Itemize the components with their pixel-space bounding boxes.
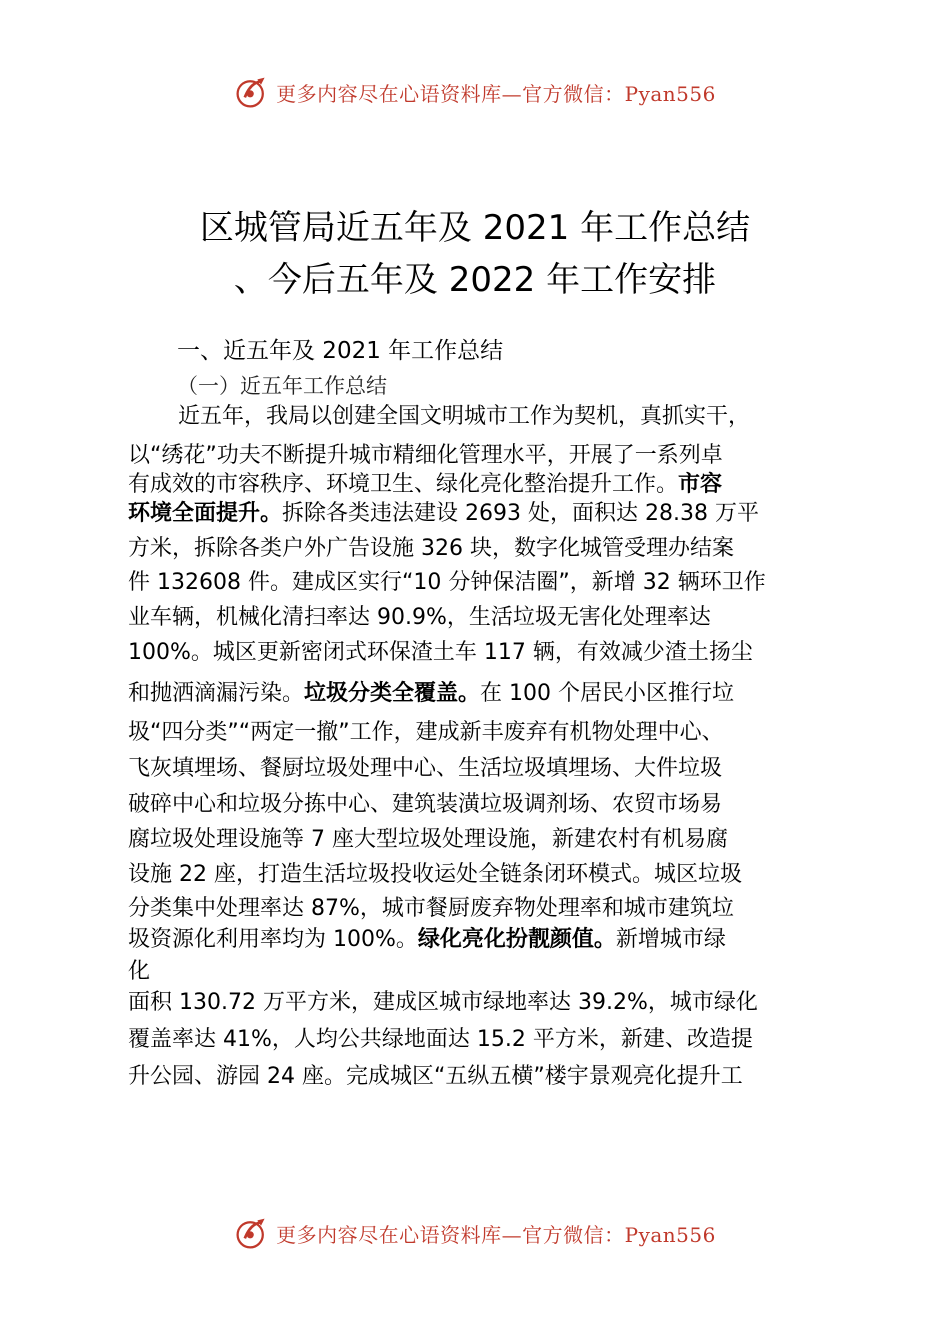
text-run: 有成效的市容秩序、环境卫生、绿化亮化整治提升工作。 — [128, 472, 679, 497]
bold-run: 绿化亮化扮靓颜值。 — [417, 927, 616, 952]
logo-icon — [234, 74, 270, 110]
text-line: 近五年，我局以创建全国文明城市工作为契机，真抓实干， — [178, 404, 751, 429]
footer-watermark — [0, 1211, 950, 1255]
header-watermark — [0, 70, 950, 114]
title-line-1: 区城管局近五年及 2021 年工作总结 — [199, 208, 751, 248]
text-line — [128, 925, 726, 955]
text-line: 业车辆，机械化清扫率达 90.9%，生活垃圾无害化处理率达 — [128, 605, 711, 630]
watermark-text: 更多内容尽在心语资料库—官方微信：Pyan556 — [276, 1222, 716, 1247]
text-line: 破碎中心和垃圾分拣中心、建筑装潢垃圾调剂场、农贸市场易 — [128, 792, 723, 817]
text-line: 圾“四分类”“两定一撤”工作，建成新丰废弃有机物处理中心、 — [128, 720, 724, 745]
text-line: 以“绣花”功夫不断提升城市精细化管理水平，开展了一系列卓 — [128, 443, 723, 468]
text-line: 腐垃圾处理设施等 7 座大型垃圾处理设施，新建农村有机易腐 — [128, 827, 728, 852]
text-line — [128, 470, 722, 500]
text-run: 拆除各类违法建设 2693 处，面积达 28.38 万平 — [282, 501, 759, 526]
text-run: 新增城市绿 — [615, 927, 726, 952]
text-line: 升公园、游园 24 座。完成城区“五纵五横”楼宇景观亮化提升工 — [128, 1064, 743, 1089]
text-line: 100%。城区更新密闭式环保渣土车 117 辆，有效减少渣土扬尘 — [128, 640, 753, 665]
text-line: 覆盖率达 41%，人均公共绿地面达 15.2 平方米，新建、改造提 — [128, 1027, 753, 1052]
text-line — [128, 499, 759, 529]
text-line: 设施 22 座，打造生活垃圾投收运处全链条闭环模式。城区垃圾 — [128, 862, 742, 887]
logo-icon — [234, 1215, 270, 1251]
text-run: 在 100 个居民小区推行垃 — [480, 681, 735, 706]
text-line: 分类集中处理率达 87%，城市餐厨废弃物处理率和城市建筑垃 — [128, 896, 734, 921]
bold-run: 垃圾分类全覆盖。 — [304, 681, 481, 706]
text-line: 方米，拆除各类户外广告设施 326 块，数字化城管受理办结案 — [128, 536, 734, 561]
bold-run: 市容 — [678, 472, 723, 497]
bold-run: 环境全面提升。 — [128, 501, 283, 526]
text-line: 飞灰填埋场、餐厨垃圾处理中心、生活垃圾填埋场、大件垃圾 — [128, 756, 723, 781]
title-line-2: 、今后五年及 2022 年工作安排 — [233, 260, 717, 300]
text-line: 面积 130.72 万平方米，建成区城市绿地率达 39.2%，城市绿化 — [128, 990, 758, 1015]
watermark-text: 更多内容尽在心语资料库—官方微信：Pyan556 — [276, 81, 716, 106]
text-line: 件 132608 件。建成区实行“10 分钟保洁圈”，新增 32 辆环卫作 — [128, 570, 766, 595]
text-run: 圾资源化利用率均为 100%。 — [128, 927, 418, 952]
section-subheading: （一）近五年工作总结 — [177, 374, 387, 398]
text-run: 和抛洒滴漏污染。 — [128, 681, 305, 706]
document-title — [0, 202, 950, 306]
text-line: 化 — [128, 959, 151, 984]
section-heading: 一、近五年及 2021 年工作总结 — [177, 338, 504, 364]
text-line — [128, 679, 734, 709]
